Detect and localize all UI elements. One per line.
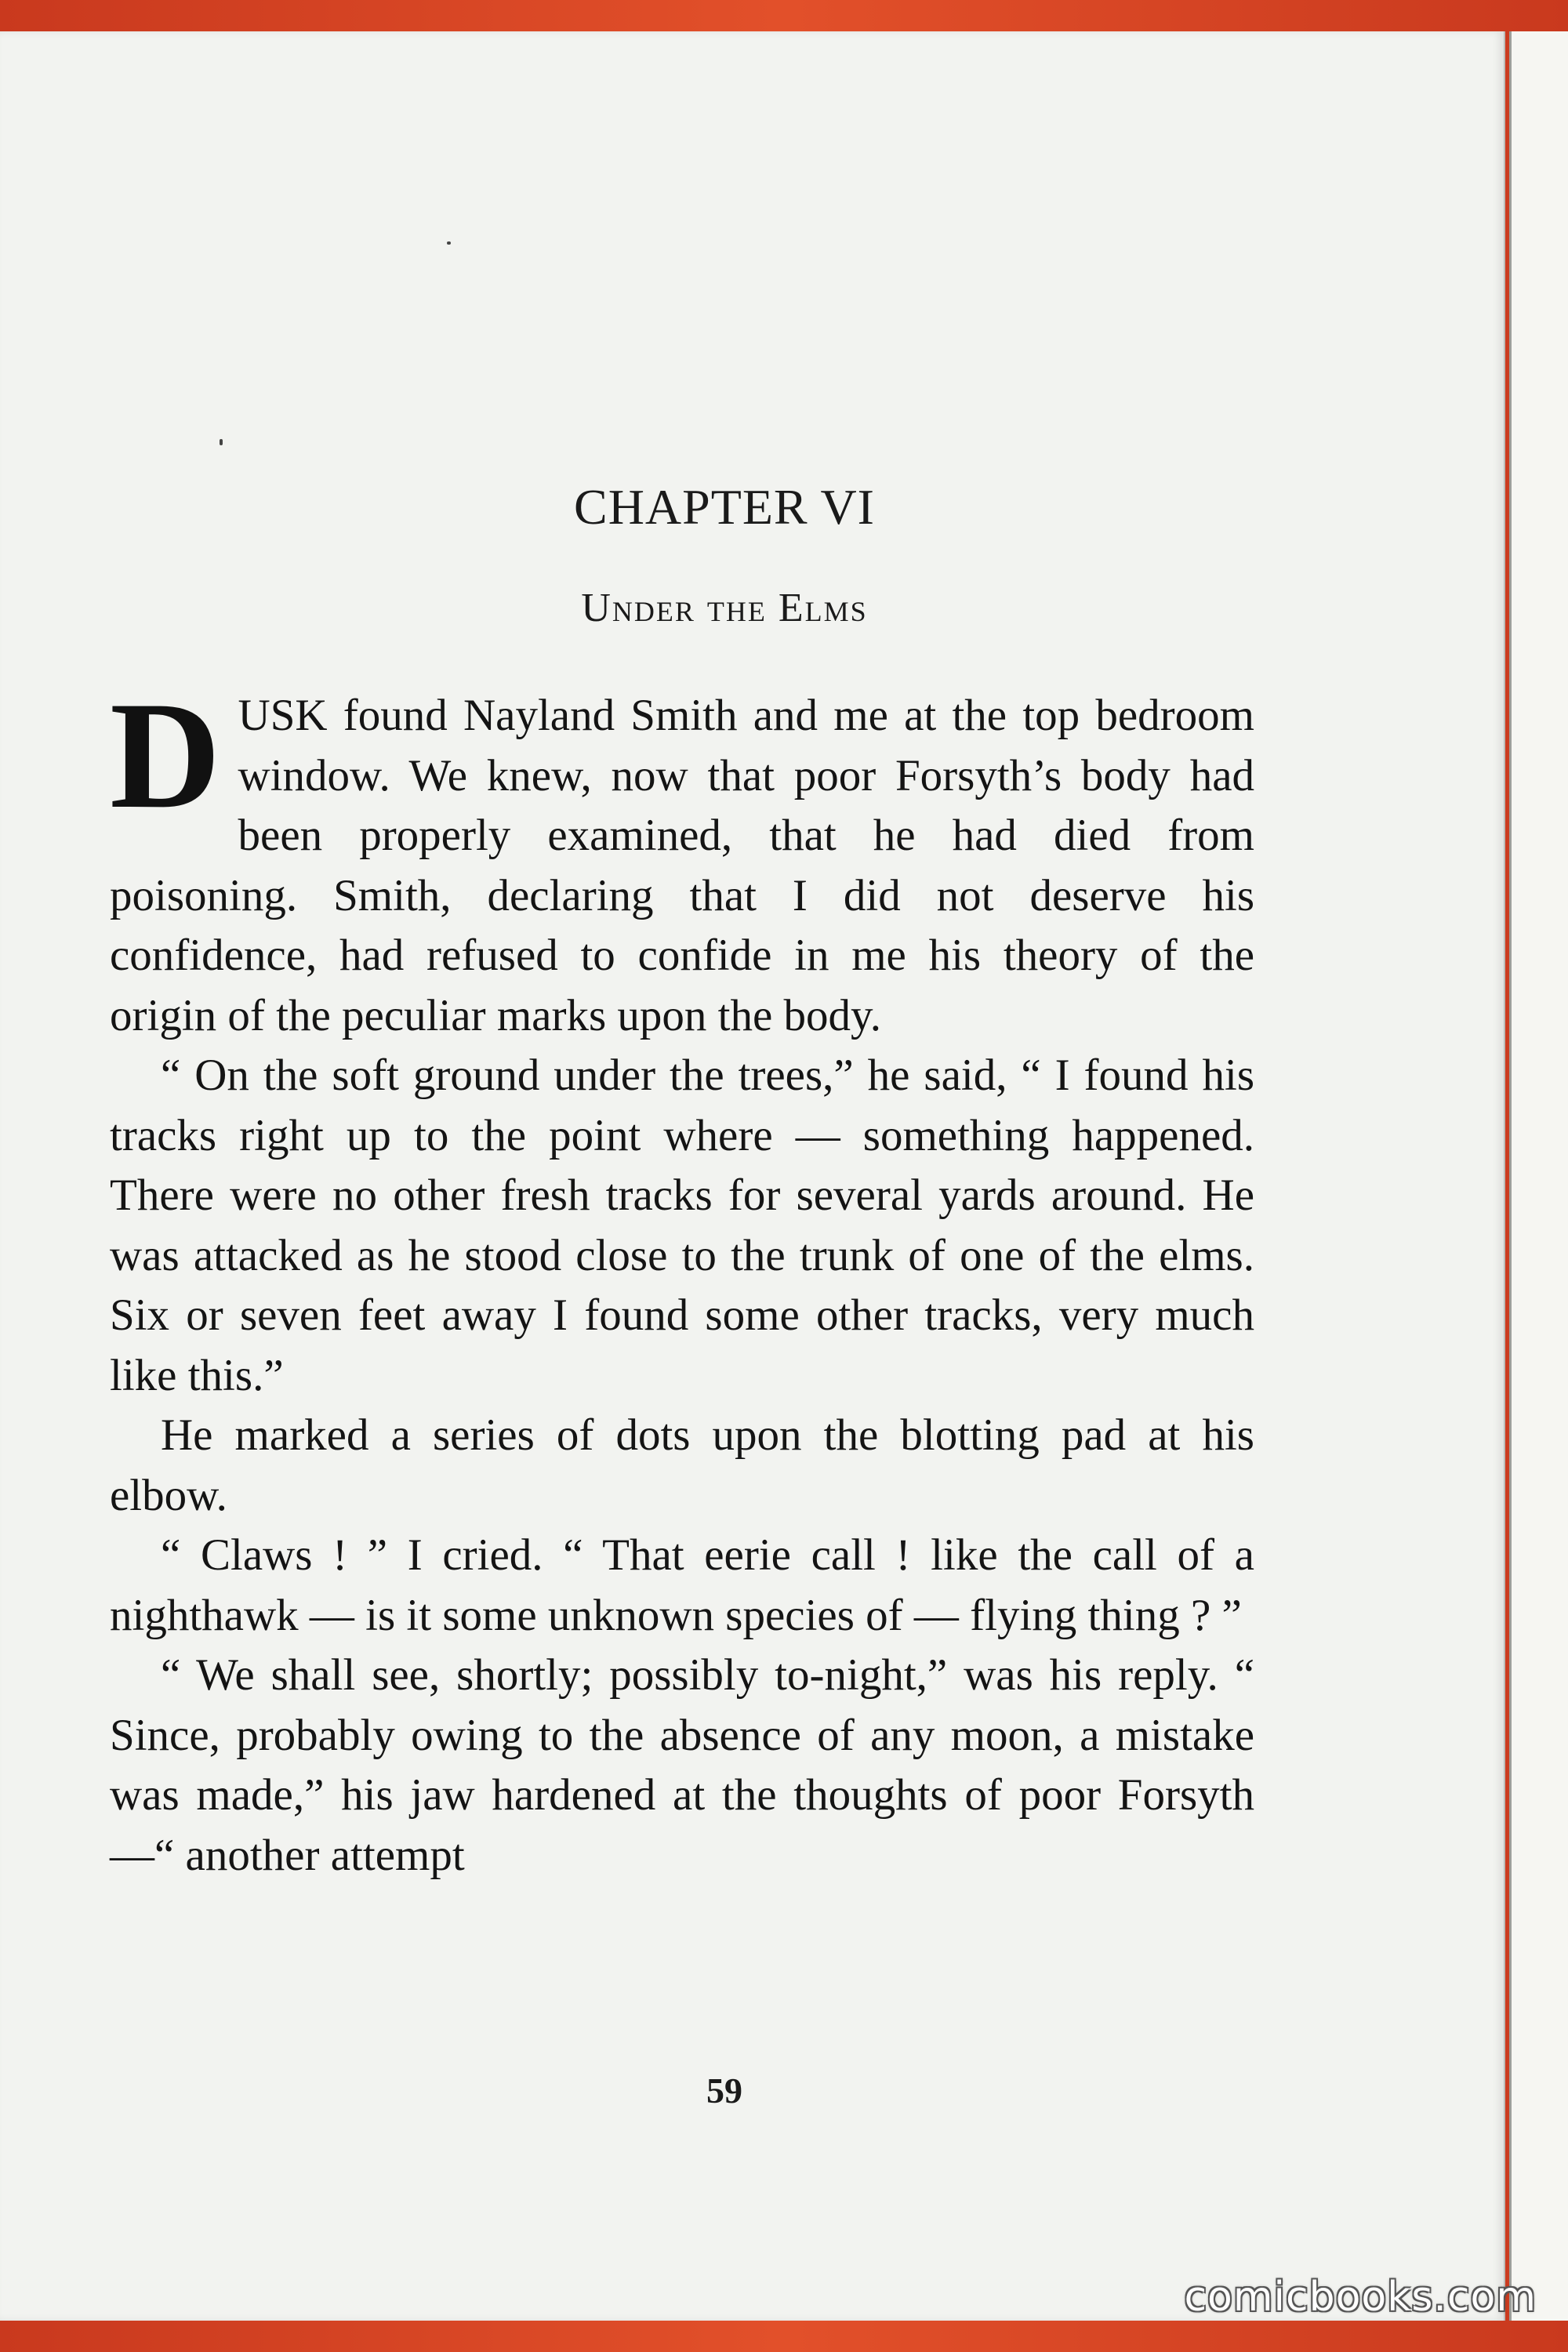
page-speck <box>447 241 451 245</box>
chapter-title: CHAPTER VI <box>574 479 875 535</box>
chapter-subtitle: Under the Elms <box>581 586 868 630</box>
paragraph-3: He marked a series of dots upon the blotting pad at his elbow. <box>110 1410 1254 1520</box>
paragraph-4: “ Claws ! ” I cried. “ That eerie call ! like the call of a nighthawk — is it some unknown species of — flying thing ? ” <box>110 1530 1254 1640</box>
paragraph-2: “ On the soft ground under the trees,” he said, “ I found his tracks right up to the point where — something happened. There were no other fresh tracks for several yards around. He was attacked as he stood close to the trunk of one of the elms. Six or seven feet away I found some other tracks, very much like this.” <box>110 1051 1254 1400</box>
paragraph-1 <box>110 670 1254 1046</box>
page-number: 59 <box>706 2071 742 2111</box>
body-text <box>110 670 1254 1886</box>
paragraph-1-text: USK found Nayland Smith and me at the top bedroom window. We knew, now that poor Forsyth’s body had been properly examined, that he had died from poisoning. Smith, declaring that I did not deserve his confidence, had refused to confide in me his theory of the origin of the peculiar marks upon the body. <box>110 691 1254 1040</box>
paragraph-5: “ We shall see, shortly; possibly to-night,” was his reply. “ Since, probably owing to the absence of any moon, a mistake was made,” his jaw hardened at the thoughts of poor Forsyth —“ another attempt <box>110 1650 1254 1880</box>
drop-cap: D <box>110 670 221 840</box>
book-page <box>0 31 1505 2321</box>
page-speck <box>220 439 223 445</box>
page-edge-strip <box>1509 31 1568 2321</box>
watermark: comicbooks.com <box>1184 2274 1537 2321</box>
